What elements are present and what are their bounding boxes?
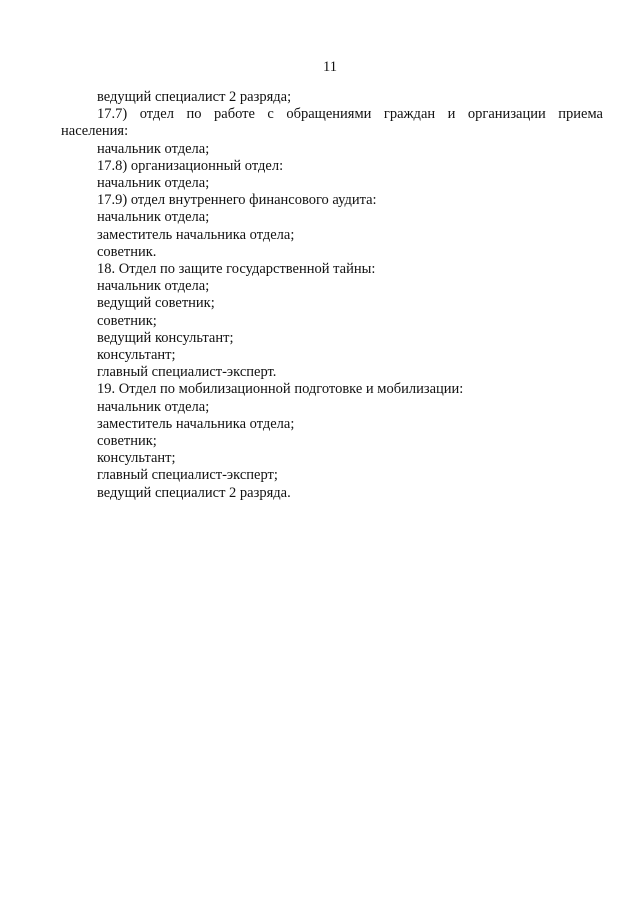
document-body bbox=[61, 89, 603, 502]
text-line: ведущий специалист 2 разряда. bbox=[97, 484, 291, 501]
text-line: советник; bbox=[97, 312, 157, 329]
section-heading-17-8: 17.8) организационный отдел: bbox=[97, 157, 284, 174]
text-line: ведущий советник; bbox=[97, 295, 215, 312]
text-line: ведущий консультант; bbox=[97, 329, 234, 346]
text-line: заместитель начальника отдела; bbox=[97, 226, 295, 243]
text-line: начальник отдела; bbox=[97, 175, 210, 192]
text-line: консультант; bbox=[97, 450, 176, 467]
text-line: начальник отдела; bbox=[97, 278, 210, 295]
section-heading-17-7: 17.7) отдел по работе с обращениями граждан и организации приема населения: bbox=[61, 106, 603, 140]
text-line: начальник отдела; bbox=[97, 140, 210, 157]
text-line: советник. bbox=[97, 243, 157, 260]
text-line: начальник отдела; bbox=[97, 398, 210, 415]
text-line: главный специалист-эксперт; bbox=[97, 467, 278, 484]
section-heading-19: 19. Отдел по мобилизационной подготовке и мобилизации: bbox=[97, 381, 464, 398]
text-line: советник; bbox=[97, 433, 157, 450]
text-line: главный специалист-эксперт. bbox=[97, 364, 277, 381]
text-line: начальник отдела; bbox=[97, 209, 210, 226]
text-line: заместитель начальника отдела; bbox=[97, 415, 295, 432]
section-heading-17-9: 17.9) отдел внутреннего финансового аудита: bbox=[97, 192, 377, 209]
page-number: 11 bbox=[323, 59, 337, 75]
text-line: ведущий специалист 2 разряда; bbox=[97, 89, 292, 105]
text-line: консультант; bbox=[97, 347, 176, 364]
section-heading-18: 18. Отдел по защите государственной тайны: bbox=[97, 261, 376, 278]
